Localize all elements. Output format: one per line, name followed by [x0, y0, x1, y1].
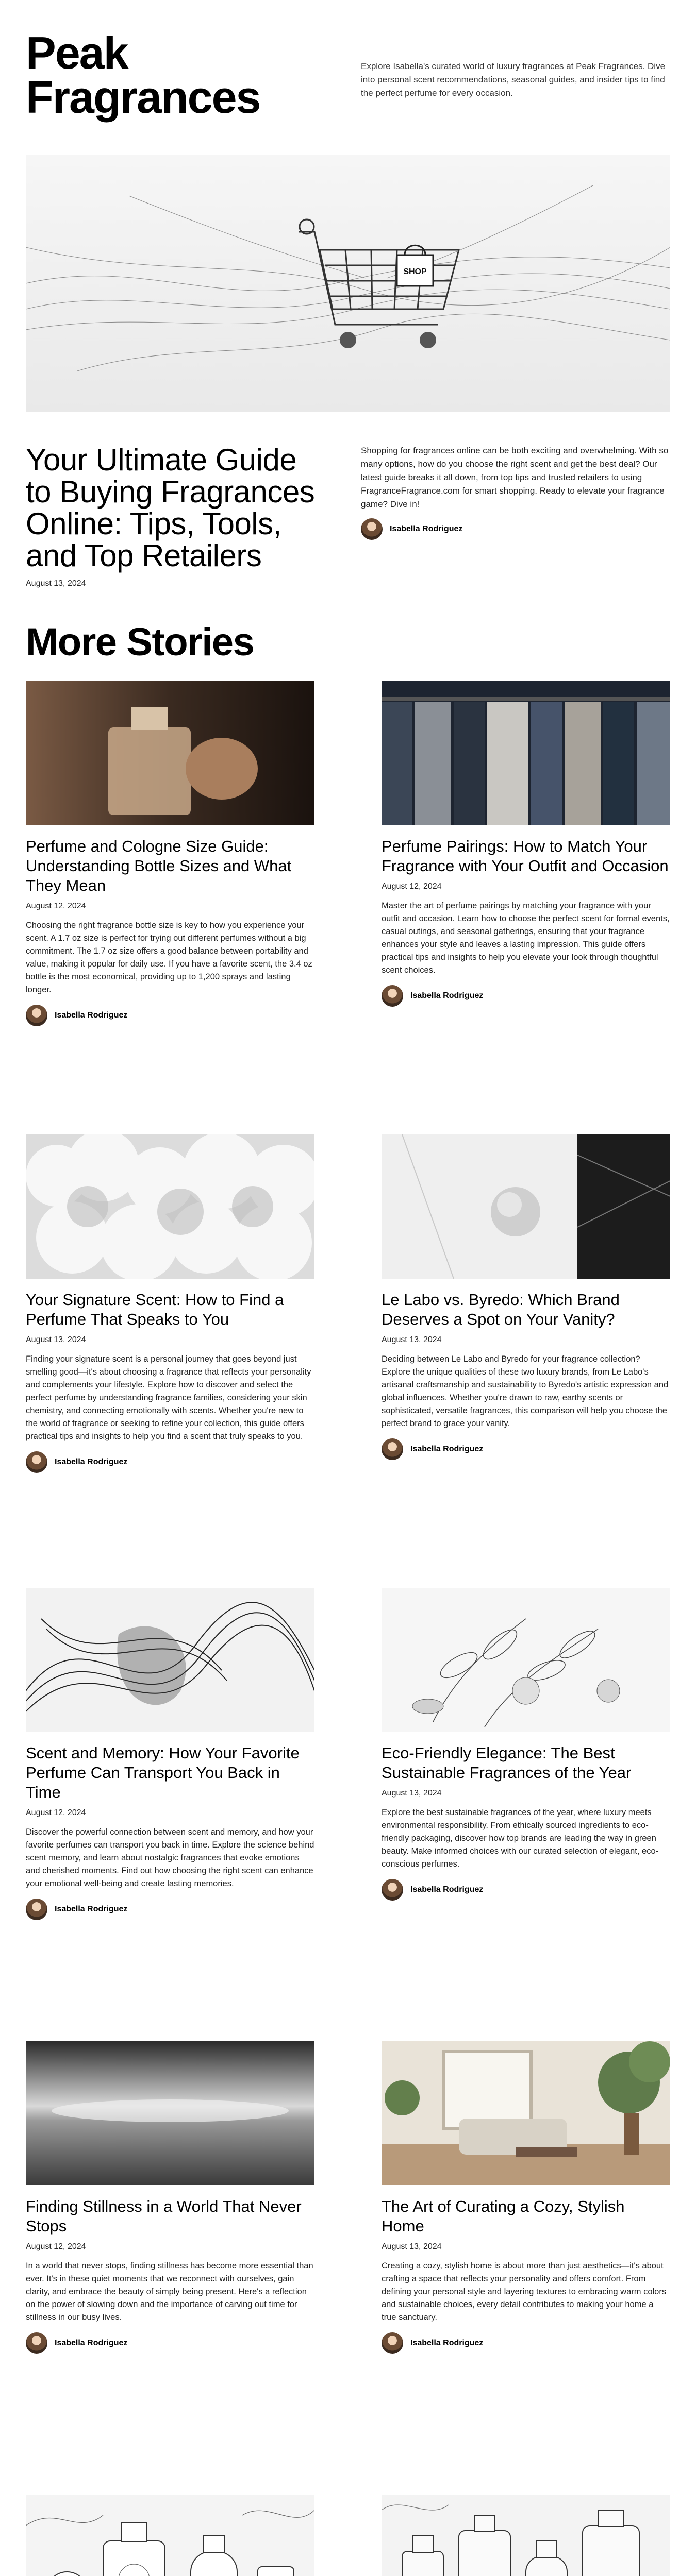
botanical-sketch-illustration [382, 1588, 670, 1732]
story-author[interactable] [26, 1451, 314, 1473]
story-author[interactable] [382, 985, 670, 1007]
story-image[interactable] [382, 2495, 670, 2576]
story-card [26, 1588, 314, 2041]
author-avatar [382, 1879, 403, 1901]
story-image[interactable] [382, 681, 670, 825]
story-date: August 13, 2024 [26, 1335, 86, 1344]
story-date: August 12, 2024 [26, 1808, 86, 1817]
perfume-bottles-sketch-illustration [26, 2495, 314, 2576]
author-avatar [382, 2332, 403, 2354]
author-avatar [26, 1899, 47, 1920]
author-avatar [26, 2332, 47, 2354]
featured-story-date: August 13, 2024 [26, 579, 86, 588]
story-image[interactable] [382, 2041, 670, 2185]
author-name[interactable]: Isabella Rodriguez [390, 524, 463, 533]
story-title[interactable]: Le Labo vs. Byredo: Which Brand Deserves a Spot on Your Vanity? [382, 1291, 620, 1328]
shopping-cart-illustration [26, 155, 670, 412]
story-title[interactable]: Perfume Pairings: How to Match Your Fragrance with Your Outfit and Occasion [382, 837, 669, 875]
clouds-photo [26, 1134, 314, 1279]
author-name[interactable]: Isabella Rodriguez [410, 991, 484, 1000]
story-author[interactable] [382, 1438, 670, 1460]
site-intro: Explore Isabella's curated world of luxury fragrances at Peak Fragrances. Dive into personal scent recommendations, seasonal guides, and insider tips to find the perfect perfume for every occasion. [361, 61, 666, 98]
story-card [382, 1134, 670, 1588]
story-date: August 13, 2024 [382, 1335, 442, 1344]
marble-sphere-photo [382, 1134, 670, 1279]
misty-sea-photo [26, 2041, 314, 2185]
author-avatar [26, 1451, 47, 1473]
story-excerpt: Creating a cozy, stylish home is about more than just aesthetics—it's about crafting a space that reflects your personality and offers comfort. From defining your personal style and layering textures to embracing warm colors and sustainable choices, every detail contributes to making your home a true sanctuary. [382, 2261, 667, 2322]
story-card [26, 1134, 314, 1588]
author-avatar [361, 518, 383, 540]
seasonal-bottles-sketch-illustration [382, 2495, 670, 2576]
story-excerpt: Master the art of perfume pairings by matching your fragrance with your outfit and occasion. Learn how to choose the perfect scent for formal events, casual outings, and seasonal gatherings, ensuring that your fragrance enhances your style and leaves a lasting impression. This guide offers practical tips and insights to help you elevate your look through thoughtful scent choices. [382, 901, 670, 975]
featured-story [26, 444, 670, 622]
story-card [382, 2495, 670, 2576]
story-date: August 12, 2024 [26, 2242, 86, 2251]
author-name[interactable]: Isabella Rodriguez [410, 2338, 484, 2347]
author-avatar [382, 985, 403, 1007]
story-image[interactable] [26, 2495, 314, 2576]
author-avatar [382, 1438, 403, 1460]
story-author[interactable] [382, 1879, 670, 1901]
story-image[interactable] [26, 1134, 314, 1279]
story-date: August 12, 2024 [26, 902, 86, 910]
story-excerpt: Deciding between Le Labo and Byredo for your fragrance collection? Explore the unique qualities of these two luxury brands, from Le Labo's artisanal craftsmanship and sustainability to Byredo's artistic expression and global influences. Whether you're drawn to raw, earthy scents or sophisticated, versatile fragrances, this comparison will help you choose the perfect brand to grace your vanity. [382, 1354, 669, 1428]
story-title[interactable]: Your Signature Scent: How to Find a Perfume That Speaks to You [26, 1291, 284, 1328]
story-author[interactable] [26, 1899, 314, 1920]
more-stories-heading: More Stories [26, 620, 254, 664]
author-avatar [26, 1005, 47, 1026]
featured-story-title[interactable]: Your Ultimate Guide to Buying Fragrances Online: Tips, Tools, and Top Retailers [26, 443, 315, 573]
story-card [382, 1588, 670, 2041]
story-card [26, 2041, 314, 2495]
story-author[interactable] [26, 1005, 314, 1026]
story-card [26, 681, 314, 1134]
story-card [26, 2495, 314, 2576]
perfume-bottle-photo [26, 681, 314, 825]
site-header [26, 0, 670, 155]
story-excerpt: Choosing the right fragrance bottle size is key to how you experience your scent. A 1.7 oz size is perfect for trying out different perfumes without a big commitment. The 1.7 oz size offers a good balance between portability and value, making it popular for daily use. If you have a favorite scent, the 3.4 oz bottle is the most economical, providing up to 1,200 sprays and lasting longer. [26, 921, 312, 994]
stories-grid [26, 681, 670, 2576]
story-author[interactable] [382, 2332, 670, 2354]
story-image[interactable] [26, 2041, 314, 2185]
story-title[interactable]: Finding Stillness in a World That Never Stops [26, 2197, 302, 2235]
story-excerpt: Finding your signature scent is a personal journey that goes beyond just smelling good—it's about choosing a fragrance that reflects your personality and complements your lifestyle. Explore how to discover and select the perfect perfume by understanding fragrance families, considering your skin chemistry, and connecting emotionally with scents. Whether you're new to the world of fragrance or seeking to refine your collection, this guide offers practical tips and insights to help you find a scent that truly speaks to you. [26, 1354, 311, 1441]
story-title[interactable]: Eco-Friendly Elegance: The Best Sustainable Fragrances of the Year [382, 1744, 632, 1782]
story-date: August 13, 2024 [382, 1789, 442, 1798]
story-image[interactable] [26, 681, 314, 825]
story-excerpt: Discover the powerful connection between scent and memory, and how your favorite perfumes can transport you back in time. Explore the science behind scent memory, and learn about nostalgic fragrances that evoke emotions and cherished moments. Find out how choosing the right scent can enhance your emotional well-being and create lasting memories. [26, 1827, 314, 1888]
author-name[interactable]: Isabella Rodriguez [410, 1885, 484, 1894]
author-name[interactable]: Isabella Rodriguez [55, 2338, 128, 2347]
story-title[interactable]: Scent and Memory: How Your Favorite Perfume Can Transport You Back in Time [26, 1744, 300, 1801]
story-excerpt: In a world that never stops, finding stillness has become more essential than ever. It's in these quiet moments that we reconnect with ourselves, gain clarity, and embrace the beauty of simply being present. Here's a reflection on the power of slowing down and the importance of carving out time for stillness in our busy lives. [26, 2261, 313, 2322]
story-excerpt: Explore the best sustainable fragrances of the year, where luxury meets environmental responsibility. From ethically sourced ingredients to eco-friendly packaging, discover how top brands are leading the way in green beauty. Make informed choices with our curated selection of elegant, eco-conscious perfumes. [382, 1808, 659, 1869]
abstract-swirl-illustration [26, 1588, 314, 1732]
story-card [382, 2041, 670, 2495]
author-name[interactable]: Isabella Rodriguez [55, 1905, 128, 1913]
story-image[interactable] [382, 1588, 670, 1732]
story-title[interactable]: Perfume and Cologne Size Guide: Understanding Bottle Sizes and What They Mean [26, 837, 292, 894]
featured-story-excerpt: Shopping for fragrances online can be both exciting and overwhelming. With so many options, how do you choose the right scent and get the best deal? Our latest guide breaks it all down, from top tips and trusted retailers to using FragranceFragrance.com for smart shopping. Ready to elevate your fragrance game? Dive in! [361, 446, 669, 509]
clothing-rack-photo [382, 681, 670, 825]
author-name[interactable]: Isabella Rodriguez [410, 1445, 484, 1453]
story-card [382, 681, 670, 1134]
story-image[interactable] [382, 1134, 670, 1279]
story-image[interactable] [26, 1588, 314, 1732]
story-author[interactable] [26, 2332, 314, 2354]
story-title[interactable]: The Art of Curating a Cozy, Stylish Home [382, 2197, 625, 2235]
story-date: August 12, 2024 [382, 882, 442, 891]
site-brand[interactable]: Peak Fragrances [26, 27, 260, 123]
story-date: August 13, 2024 [382, 2242, 442, 2251]
hero-image[interactable] [26, 155, 670, 412]
author-name[interactable]: Isabella Rodriguez [55, 1011, 128, 1020]
cozy-living-room-photo [382, 2041, 670, 2185]
author-name[interactable]: Isabella Rodriguez [55, 1458, 128, 1466]
hero-image-label: SHOP [403, 267, 427, 276]
featured-story-author[interactable] [361, 518, 670, 540]
